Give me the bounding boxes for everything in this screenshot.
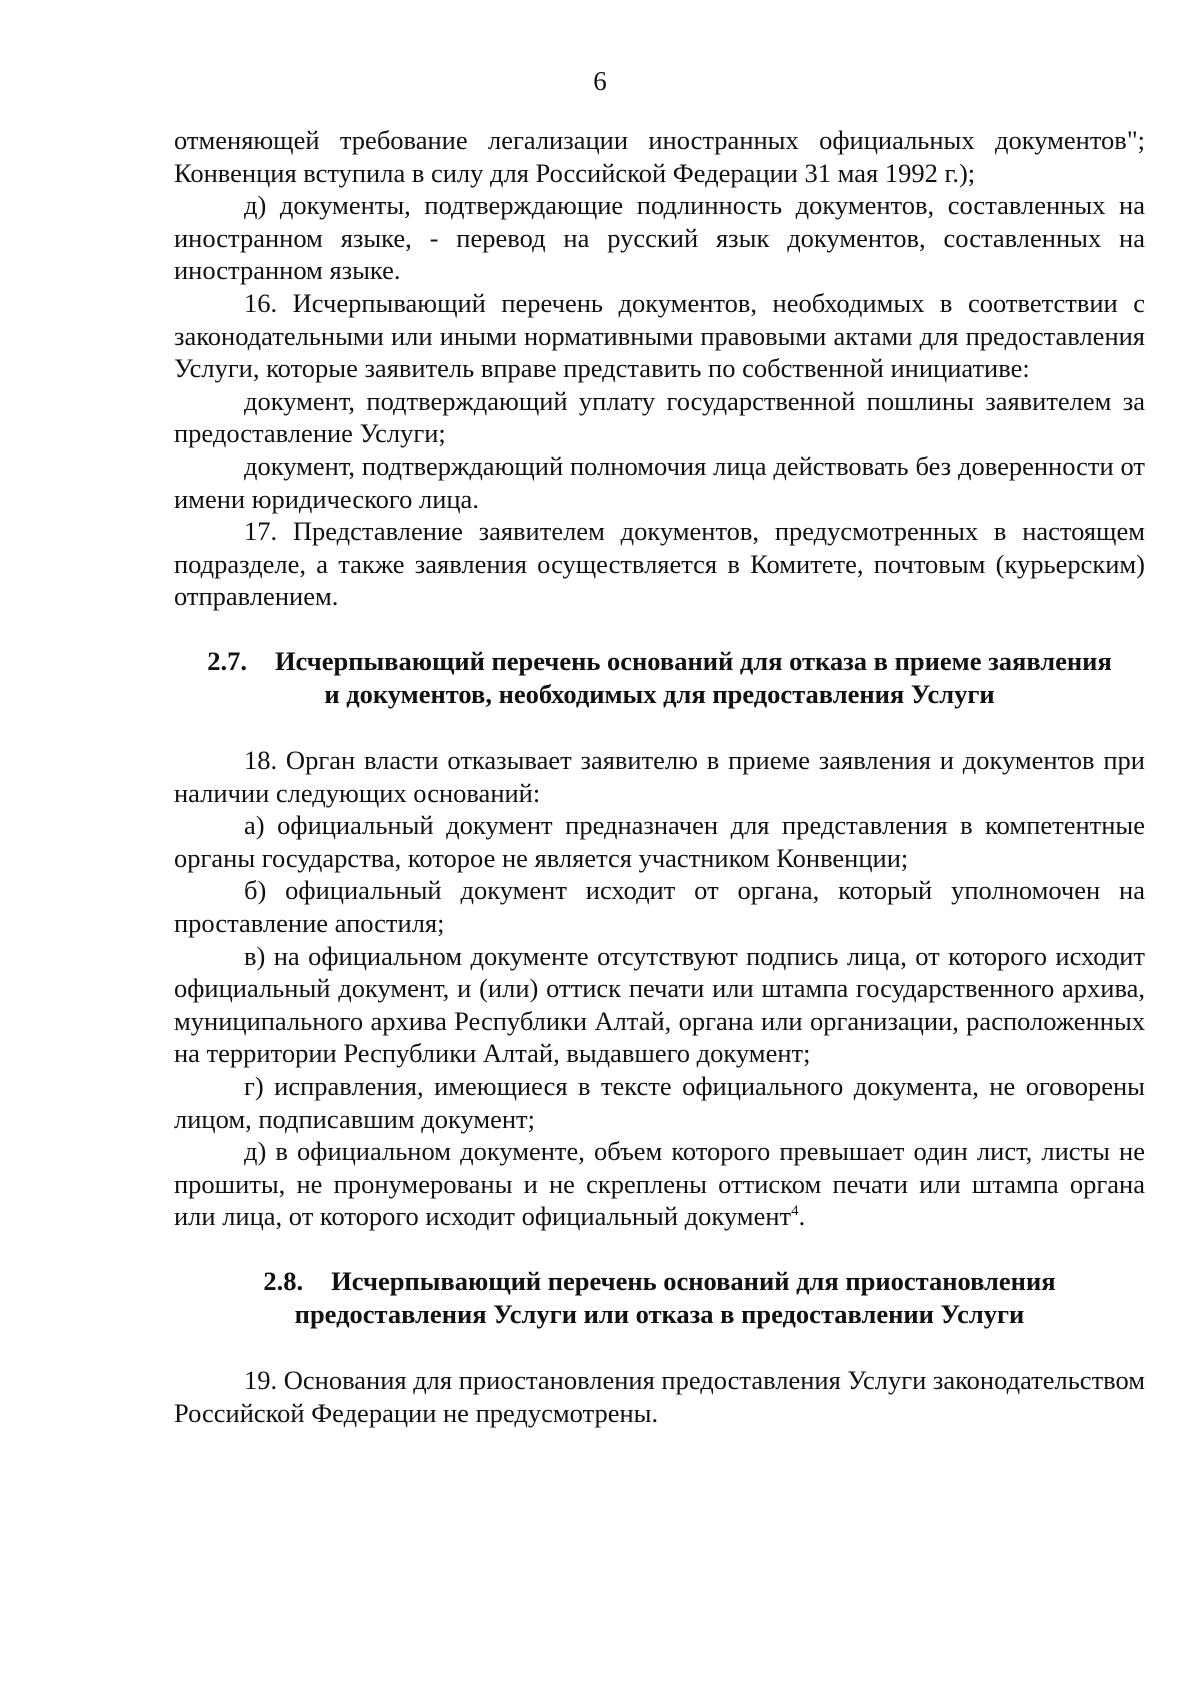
- paragraph: 18. Орган власти отказывает заявителю в приеме заявления и документов при наличии следующих оснований:: [174, 745, 1145, 808]
- section-heading-2-7: [174, 645, 1145, 710]
- section-number: 2.8.: [263, 1266, 304, 1296]
- paragraph: в) на официальном документе отсутствуют подпись лица, от которого исходит официальный документ, и (или) оттиск печати или штампа государственного архива, муниципального архива Республики Алтай, органа или организации, расположенных на территории Республики Алтай, выдавшего документ;: [174, 940, 1145, 1069]
- paragraph: б) официальный документ исходит от органа, который уполномочен на проставление апостиля;: [174, 875, 1145, 939]
- paragraph-end: .: [798, 1201, 806, 1232]
- section-heading-line: [174, 645, 1145, 678]
- paragraph: документ, подтверждающий полномочия лица действовать без доверенности от имени юридического лица.: [174, 450, 1145, 514]
- paragraph: [174, 1135, 1145, 1233]
- section-heading-line: предоставления Услуги или отказа в предоставлении Услуги: [294, 1298, 1025, 1329]
- paragraph: а) официальный документ предназначен для представления в компетентные органы государства, которое не является участником Конвенции;: [174, 810, 1145, 873]
- paragraph: д) документы, подтверждающие подлинность документов, составленных на иностранном языке, - перевод на русский язык документов, составленных на иностранном языке.: [174, 190, 1145, 286]
- paragraph: 19. Основания для приостановления предоставления Услуги законодательством Российской Федерации не предусмотрены.: [174, 1365, 1145, 1428]
- document-body: [174, 124, 1145, 1429]
- section-title: Исчерпывающий перечень оснований для приостановления: [331, 1266, 1056, 1296]
- paragraph: г) исправления, имеющиеся в тексте официального документа, не оговорены лицом, подписавшим документ;: [174, 1071, 1145, 1134]
- page-number: 6: [593, 66, 607, 96]
- paragraph: отменяющей требование легализации иностранных официальных документов"; Конвенция вступила в силу для Российской Федерации 31 мая 1992 г.);: [174, 125, 1145, 188]
- paragraph: 16. Исчерпывающий перечень документов, необходимых в соответствии с законодательными или иными нормативными правовыми актами для предоставления Услуги, которые заявитель вправе представить по собственной инициативе:: [174, 287, 1145, 384]
- section-heading-line: и документов, необходимых для предоставления Услуги: [324, 678, 995, 709]
- section-title: Исчерпывающий перечень оснований для отказа в приеме заявления: [274, 645, 1112, 676]
- section-number: 2.7.: [207, 645, 247, 676]
- paragraph: 17. Представление заявителем документов, предусмотренных в настоящем подразделе, а также заявления осуществляется в Комитете, почтовым (курьерским) отправлением.: [174, 516, 1145, 612]
- paragraph-text: д) в официальном документе, объем которого превышает один лист, листы не прошиты, не пронумерованы и не скреплены оттиском печати или штампа органа или лица, от которого исходит официальный документ: [174, 1136, 1145, 1232]
- section-heading-line: [174, 1265, 1145, 1298]
- footnote-marker[interactable]: 4: [791, 1203, 799, 1220]
- section-heading-2-8: [174, 1265, 1145, 1330]
- paragraph: документ, подтверждающий уплату государственной пошлины заявителем за предоставление Услуги;: [174, 385, 1145, 449]
